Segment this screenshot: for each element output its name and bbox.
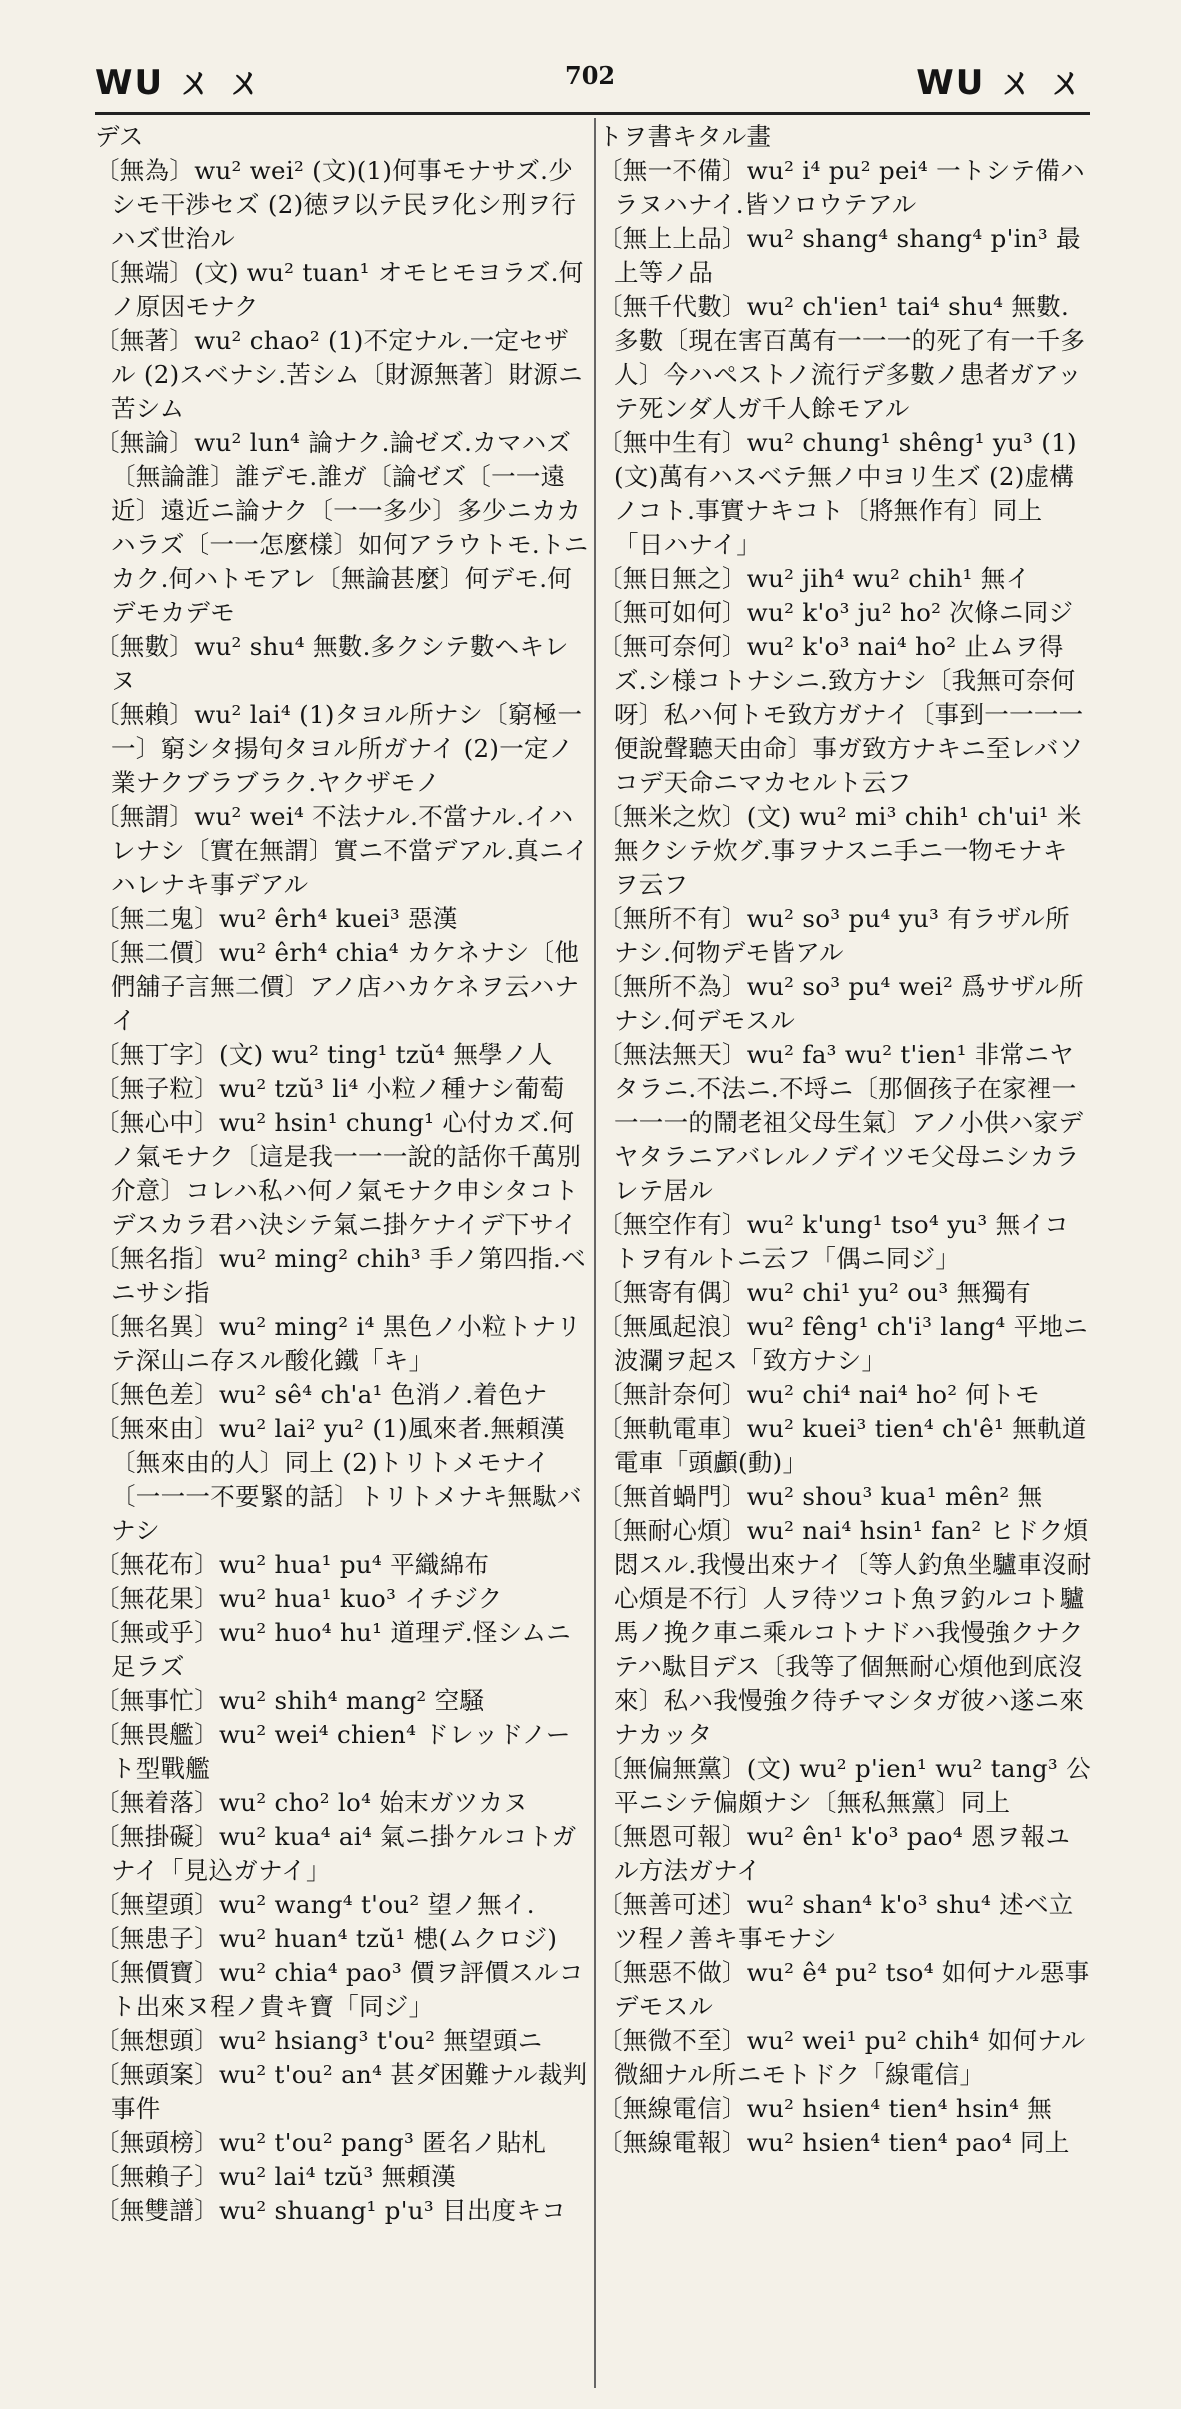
dictionary-entry: 〔無所不為〕wu² so³ pu⁴ wei² 爲サザル所ナシ.何デモスル	[598, 972, 1084, 1035]
dictionary-entry: 〔無頭案〕wu² t'ou² an⁴ 甚ダ困難ナル裁判事件	[95, 2060, 588, 2123]
dictionary-entry: 〔無可如何〕wu² k'o³ ju² ho² 次條ニ同ジ	[598, 598, 1074, 627]
dictionary-entry: 〔無線電信〕wu² hsien⁴ tien⁴ hsin⁴ 無	[598, 2094, 1053, 2123]
dictionary-entry: 〔無首蝸門〕wu² shou³ kua¹ mên² 無	[598, 1482, 1043, 1511]
dictionary-entry: 〔無風起浪〕wu² fêng¹ ch'i³ lang⁴ 平地ニ波瀾ヲ起ス「致方ナシ」	[598, 1312, 1088, 1375]
dictionary-entry: 〔無頭榜〕wu² t'ou² pang³ 匿名ノ貼札	[95, 2128, 547, 2157]
left-column	[95, 120, 589, 2380]
dictionary-entry: 〔無色差〕wu² sê⁴ ch'a¹ 色消ノ.着色ナ	[95, 1380, 548, 1409]
column-separator	[594, 118, 596, 2388]
dictionary-entry: 〔無二價〕wu² êrh⁴ chia⁴ カケネナシ〔他們舖子言無二價〕アノ店ハカケネヲ云ハナイ	[95, 938, 580, 1035]
dictionary-entry: 〔無花果〕wu² hua¹ kuo³ イチジク	[95, 1584, 503, 1613]
dictionary-entry: 〔無法無天〕wu² fa³ wu² t'ien¹ 非常ニヤタラニ.不法ニ.不埒ニ〔那個孩子在家裡一一一一的鬧老祖父母生氣〕アノ小供ハ家デヤタラニアバレルノデイツモ父母ニシカラレテ居ル	[598, 1040, 1084, 1205]
header-rule	[95, 112, 1090, 115]
dictionary-entry: 〔無花布〕wu² hua¹ pu⁴ 平織綿布	[95, 1550, 490, 1579]
header-right-guide: WU ㄨ ㄨ	[916, 63, 1085, 103]
dictionary-entry: 〔無二鬼〕wu² êrh⁴ kuei³ 惡漢	[95, 904, 458, 933]
dictionary-entry: 〔無上上品〕wu² shang⁴ shang⁴ p'in³ 最上等ノ品	[598, 224, 1081, 287]
dictionary-entry: 〔無可奈何〕wu² k'o³ nai⁴ ho² 止ムヲ得ズ.シ様コトナシニ.致方ナシ〔我無可奈何呀〕私ハ何トモ致方ガナイ〔事到一一一一便說聲聽天由命〕事ガ致方ナキニ至レバソコデ天命ニマカセルト云フ	[598, 632, 1084, 797]
dictionary-entry: 〔無或乎〕wu² huo⁴ hu¹ 道理デ.怪シムニ足ラズ	[95, 1618, 572, 1681]
dictionary-entry: 〔無端〕(文) wu² tuan¹ オモヒモヨラズ.何ノ原因モナク	[95, 258, 584, 321]
dictionary-entry: 〔無賴〕wu² lai⁴ (1)タヨル所ナシ〔窮極一一〕窮シタ揚句タヨル所ガナイ (2)一定ノ業ナクブラブラク.ヤクザモノ	[95, 700, 583, 797]
dictionary-entry: 〔無一不備〕wu² i⁴ pu² pei⁴ 一トシテ備ハラヌハナイ.皆ソロウテアル	[598, 156, 1085, 219]
dictionary-entry: デス	[95, 122, 144, 151]
page-header	[95, 55, 1085, 115]
dictionary-entry: 〔無善可述〕wu² shan⁴ k'o³ shu⁴ 述ベ立ツ程ノ善キ事モナシ	[598, 1890, 1074, 1953]
dictionary-entry: 〔無子粒〕wu² tzŭ³ li⁴ 小粒ノ種ナシ葡萄	[95, 1074, 565, 1103]
dictionary-entry: 〔無論〕wu² lun⁴ 論ナク.論ゼズ.カマハズ〔無論誰〕誰デモ.誰ガ〔論ゼズ〔一一遠近〕遠近ニ論ナク〔一一多少〕多少ニカカハラズ〔一一怎麼樣〕如何アラウトモ.トニカク.何ハトモアレ〔無論甚麼〕何デモ.何デモカデモ	[95, 428, 589, 627]
dictionary-entry: 〔無想頭〕wu² hsiang³ t'ou² 無望頭ニ	[95, 2026, 543, 2055]
dictionary-entry: 〔無掛礙〕wu² kua⁴ ai⁴ 氣ニ掛ケルコトガナイ「見込ガナイ」	[95, 1822, 577, 1885]
dictionary-entry: 〔無畏艦〕wu² wei⁴ chien⁴ ドレッドノート型戰艦	[95, 1720, 571, 1783]
dictionary-entry: 〔無名異〕wu² ming² i⁴ 黒色ノ小粒トナリテ深山ニ存スル酸化鐵「キ」	[95, 1312, 582, 1375]
dictionary-entry: 〔無寄有偶〕wu² chi¹ yu² ou³ 無獨有	[598, 1278, 1031, 1307]
dictionary-entry: 〔無着落〕wu² cho² lo⁴ 始末ガツカヌ	[95, 1788, 529, 1817]
dictionary-entry: 〔無米之炊〕(文) wu² mi³ chih¹ ch'ui¹ 米無クシテ炊グ.事ヲナスニ手ニ一物モナキヲ云フ	[598, 802, 1082, 899]
dictionary-entry: 〔無為〕wu² wei² (文)(1)何事モナサズ.少シモ干渉セズ (2)徳ヲ以テ民ヲ化シ刑ヲ行ハズ世治ル	[95, 156, 577, 253]
dictionary-entry: 〔無惡不做〕wu² ê⁴ pu² tso⁴ 如何ナル惡事デモスル	[598, 1958, 1090, 2021]
dictionary-entry: 〔無來由〕wu² lai² yu² (1)風來者.無頼漢〔無來由的人〕同上 (2)トリトメモナイ〔一一一不要緊的話〕トリトメナキ無駄バナシ	[95, 1414, 582, 1545]
dictionary-entry: 〔無謂〕wu² wei⁴ 不法ナル.不當ナル.イハレナシ〔實在無謂〕實ニ不當デアル.真ニイハレナキ事デアル	[95, 802, 589, 899]
dictionary-entry: トヲ書キタル畫	[598, 122, 772, 151]
dictionary-entry: 〔無患子〕wu² huan⁴ tzŭ¹ 槵(ムクロジ)	[95, 1924, 558, 1953]
dictionary-entry: 〔無中生有〕wu² chung¹ shêng¹ yu³ (1)(文)萬有ハスベテ無ノ中ヨリ生ズ (2)虚構ノコト.事實ナキコト〔將無作有〕同上「日ハナイ」	[598, 428, 1077, 559]
dictionary-entry: 〔無望頭〕wu² wang⁴ t'ou² 望ノ無イ.	[95, 1890, 535, 1919]
page-number: 702	[565, 61, 616, 90]
dictionary-entry: 〔無恩可報〕wu² ên¹ k'o³ pao⁴ 恩ヲ報ユル方法ガナイ	[598, 1822, 1071, 1885]
dictionary-entry: 〔無千代數〕wu² ch'ien¹ tai⁴ shu⁴ 無數.多數〔現在害百萬有一一一的死了有一千多人〕今ハペストノ流行デ多數ノ患者ガアッテ死ンダ人ガ千人餘モアル	[598, 292, 1086, 423]
dictionary-entry: 〔無所不有〕wu² so³ pu⁴ yu³ 有ラザル所ナシ.何物デモ皆アル	[598, 904, 1070, 967]
dictionary-entry: 〔無數〕wu² shu⁴ 無數.多クシテ數ヘキレヌ	[95, 632, 569, 695]
dictionary-entry: 〔無名指〕wu² ming² chih³ 手ノ第四指.ベニサシ指	[95, 1244, 586, 1307]
dictionary-entry: 〔無偏無黨〕(文) wu² p'ien¹ wu² tang³ 公平ニシテ偏頗ナシ〔無私無黨〕同上	[598, 1754, 1091, 1817]
dictionary-entry: 〔無著〕wu² chao² (1)不定ナル.一定セザル (2)スベナシ.苦シム〔財源無著〕財源ニ苦シム	[95, 326, 583, 423]
dictionary-entry: 〔無微不至〕wu² wei¹ pu² chih⁴ 如何ナル微細ナル所ニモトドク「線電信」	[598, 2026, 1086, 2089]
dictionary-entry: 〔無軌電車〕wu² kuei³ tien⁴ ch'ê¹ 無軌道電車「頭顱(動)」	[598, 1414, 1087, 1477]
dictionary-entry: 〔無雙譜〕wu² shuang¹ p'u³ 目出度キコ	[95, 2196, 567, 2225]
dictionary-entry: 〔無心中〕wu² hsin¹ chung¹ 心付カズ.何ノ氣モナク〔這是我一一一說的話你千萬別介意〕コレハ私ハ何ノ氣モナク申シタコトデスカラ君ハ決シテ氣ニ掛ケナイデ下サイ	[95, 1108, 582, 1239]
dictionary-entry: 〔無空作有〕wu² k'ung¹ tso⁴ yu³ 無イコトヲ有ルトニ云フ「偶ニ同ジ」	[598, 1210, 1070, 1273]
dictionary-entry: 〔無賴子〕wu² lai⁴ tzŭ³ 無頼漢	[95, 2162, 456, 2191]
dictionary-entry: 〔無計奈何〕wu² chi⁴ nai⁴ ho² 何トモ	[598, 1380, 1040, 1409]
dictionary-entry: 〔無事忙〕wu² shih⁴ mang² 空騒	[95, 1686, 485, 1715]
dictionary-entry: 〔無耐心煩〕wu² nai⁴ hsin¹ fan² ヒドク煩悶スル.我慢出來ナイ〔等人釣魚坐驢車沒耐心煩是不行〕人ヲ待ツコト魚ヲ釣ルコト驢馬ノ挽ク車ニ乘ルコトナドハ我慢強クナクテハ駄目デス〔我等了個無耐心煩他到底沒來〕私ハ我慢強ク待チマシタガ彼ハ遂ニ來ナカッタ	[598, 1516, 1092, 1749]
dictionary-entry: 〔無價寶〕wu² chia⁴ pao³ 價ヲ評價スルコト出來ヌ程ノ貴キ寶「同ジ」	[95, 1958, 584, 2021]
dictionary-entry: 〔無日無之〕wu² jih⁴ wu² chih¹ 無イ	[598, 564, 1031, 593]
header-left-guide: WU ㄨ ㄨ	[95, 63, 264, 103]
dictionary-entry: 〔無丁字〕(文) wu² ting¹ tzŭ⁴ 無學ノ人	[95, 1040, 553, 1069]
right-column	[598, 120, 1092, 2380]
dictionary-entry: 〔無線電報〕wu² hsien⁴ tien⁴ pao⁴ 同上	[598, 2128, 1070, 2157]
